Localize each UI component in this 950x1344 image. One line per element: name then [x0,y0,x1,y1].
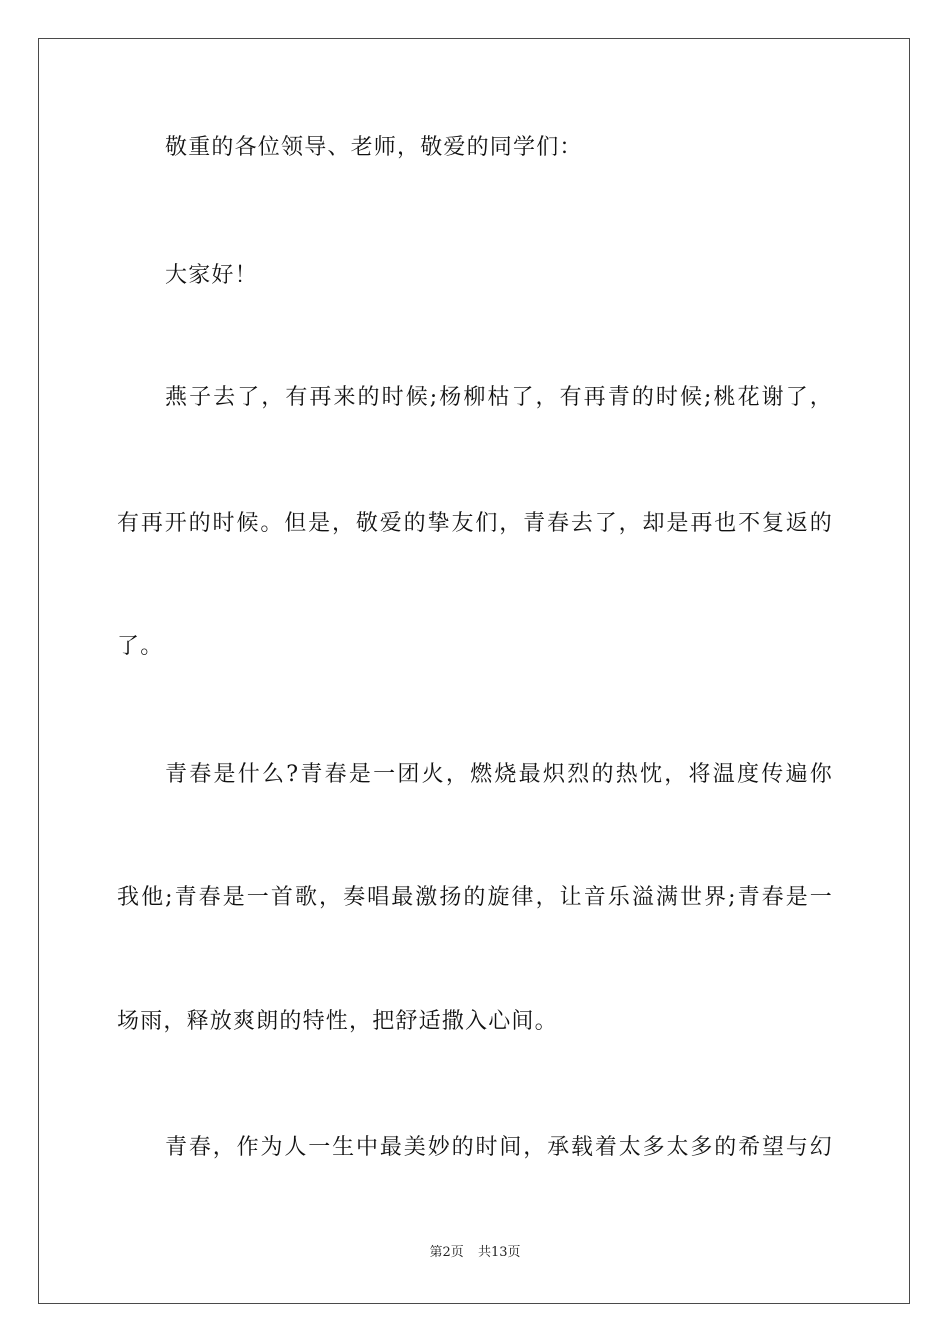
paragraph-2-line-3: 场雨，释放爽朗的特性，把舒适撒入心间。 [117,1009,558,1034]
salutation-line: 敬重的各位领导、老师，敬爱的同学们： [165,135,583,160]
page-total: 共13页 [477,1245,521,1260]
page-border [38,38,910,1304]
page-footer [0,1243,950,1263]
paragraph-2-line-2: 我他;青春是一首歌，奏唱最激扬的旋律，让音乐溢满世界;青春是一 [117,885,833,910]
paragraph-3-line-1: 青春，作为人一生中最美妙的时间，承载着太多太多的希望与幻 [165,1135,833,1160]
page-number: 第2页 [429,1245,464,1260]
paragraph-1-line-2: 有再开的时候。但是，敬爱的挚友们，青春去了，却是再也不复返的 [117,511,833,536]
paragraph-1-line-3: 了。 [117,634,164,659]
paragraph-1-line-1: 燕子去了，有再来的时候;杨柳枯了，有再青的时候;桃花谢了， [165,385,833,410]
greeting-line: 大家好！ [165,263,258,288]
paragraph-2-line-1: 青春是什么?青春是一团火，燃烧最炽烈的热忱，将温度传遍你 [165,762,833,787]
